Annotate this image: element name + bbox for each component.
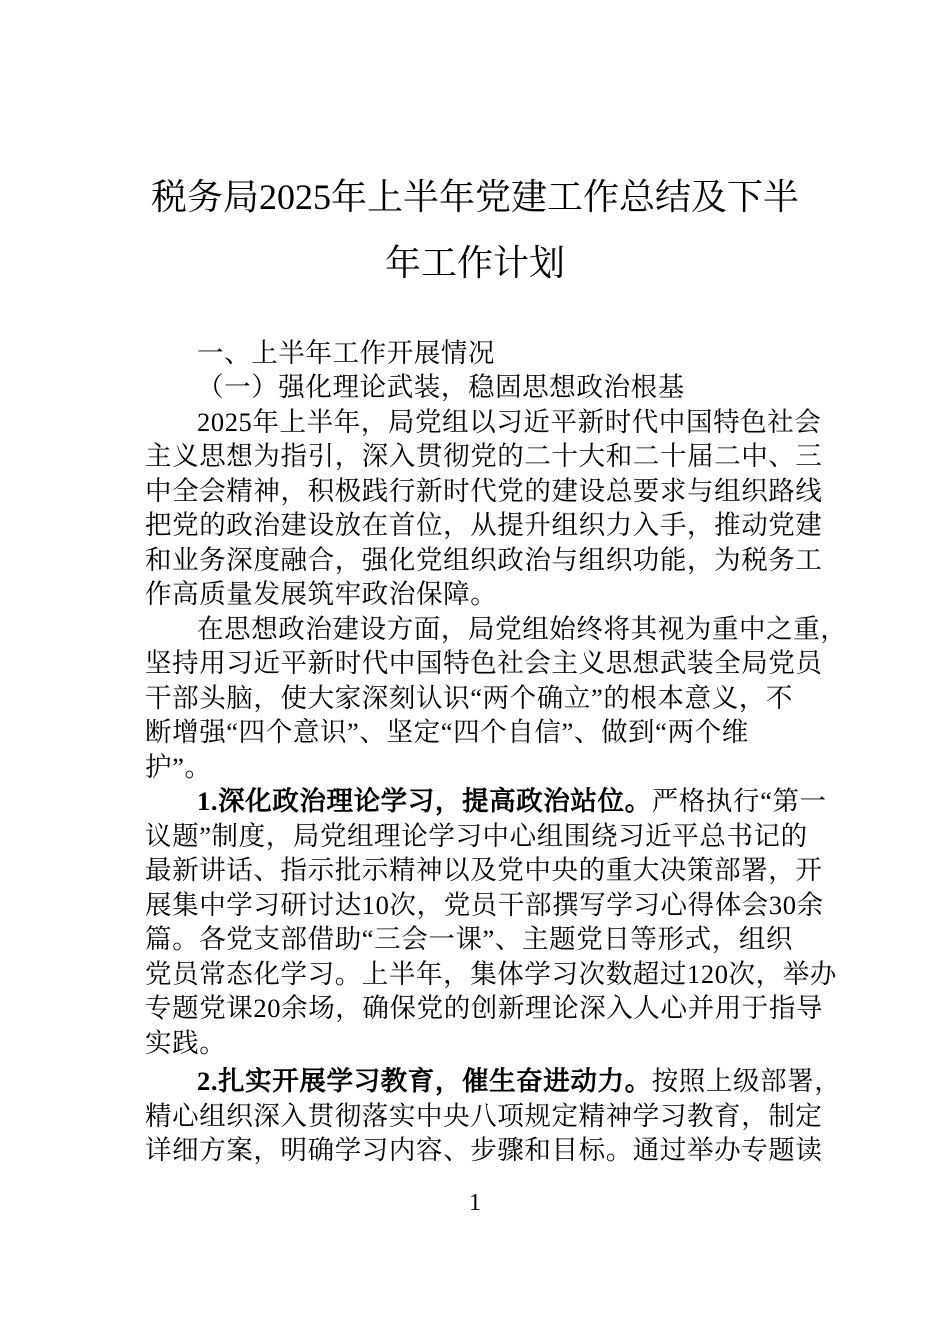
line-text: 最新讲话、指示批示精神以及党中央的重大决策部署，开 xyxy=(145,855,823,885)
line-text: 护”。 xyxy=(145,752,212,782)
text-line xyxy=(145,820,808,852)
line-text: 专题党课20余场，确保党的创新理论深入人心并用于指导 xyxy=(145,993,824,1023)
text-line xyxy=(145,475,823,507)
page-number: 1 xyxy=(469,1190,481,1216)
text-line xyxy=(145,682,793,714)
line-text: 2025年上半年，局党组以习近平新时代中国特色社会 xyxy=(197,407,822,437)
line-text: 展集中学习研讨达10次，党员干部撰写学习心得体会30余 xyxy=(145,890,824,920)
text-line xyxy=(145,923,793,955)
document-title-line-1: 税务局2025年上半年党建工作总结及下半 xyxy=(150,177,799,217)
text-line xyxy=(145,889,824,921)
line-text: 实践。 xyxy=(145,1028,227,1058)
line-text: 作高质量发展筑牢政治保障。 xyxy=(145,579,498,609)
line-text: 坚持用习近平新时代中国特色社会主义思想武装全局党员 xyxy=(145,648,823,678)
text-line xyxy=(145,992,823,1024)
line-text: 在思想政治建设方面，局党组始终将其视为重中之重， xyxy=(197,614,848,644)
line-text: 按照上级部署， xyxy=(651,1066,842,1096)
line-text: 一、上半年工作开展情况 xyxy=(197,338,496,368)
text-line xyxy=(197,1065,841,1097)
text-line xyxy=(145,1134,823,1166)
line-text: 详细方案，明确学习内容、步骤和目标。通过举办专题读 xyxy=(145,1135,823,1165)
line-text: （一）强化理论武装，稳固思想政治根基 xyxy=(197,372,685,402)
document-title-line-2: 年工作计划 xyxy=(384,243,565,283)
text-line xyxy=(145,1100,823,1132)
text-line xyxy=(197,406,822,438)
text-line xyxy=(145,958,837,990)
text-line xyxy=(145,716,749,748)
line-text: 中全会精神，积极践行新时代党的建设总要求与组织路线 xyxy=(145,476,823,506)
line-text: 干部头脑，使大家深刻认识“两个确立”的根本意义，不 xyxy=(145,683,794,713)
bold-lead: 2.扎实开展学习教育，催生奋进动力。 xyxy=(197,1066,652,1096)
text-line xyxy=(145,440,823,472)
line-text: 断增强“四个意识”、坚定“四个自信”、做到“两个维 xyxy=(145,717,749,747)
line-text: 精心组织深入贯彻落实中央八项规定精神学习教育，制定 xyxy=(145,1101,823,1131)
line-text: 议题”制度，局党组理论学习中心组围绕习近平总书记的 xyxy=(145,821,808,851)
line-text: 把党的政治建设放在首位，从提升组织力入手，推动党建 xyxy=(145,510,823,540)
text-line xyxy=(197,337,495,369)
text-line xyxy=(145,578,497,610)
text-line xyxy=(145,647,823,679)
text-line xyxy=(145,1027,226,1059)
text-line xyxy=(145,544,823,576)
text-line xyxy=(197,371,685,403)
line-text: 党员常态化学习。上半年，集体学习次数超过120次，举办 xyxy=(145,959,837,989)
text-line xyxy=(197,613,847,645)
text-line xyxy=(145,751,212,783)
text-line xyxy=(145,509,823,541)
line-text: 篇。各党支部借助“三会一课”、主题党日等形式，组织 xyxy=(145,924,794,954)
line-text: 严格执行“第一 xyxy=(651,786,827,816)
text-line xyxy=(197,785,827,817)
bold-lead: 1.深化政治理论学习，提高政治站位。 xyxy=(197,786,652,816)
line-text: 和业务深度融合，强化党组织政治与组织功能，为税务工 xyxy=(145,545,823,575)
text-line xyxy=(145,854,823,886)
line-text: 主义思想为指引，深入贯彻党的二十大和二十届二中、三 xyxy=(145,441,823,471)
